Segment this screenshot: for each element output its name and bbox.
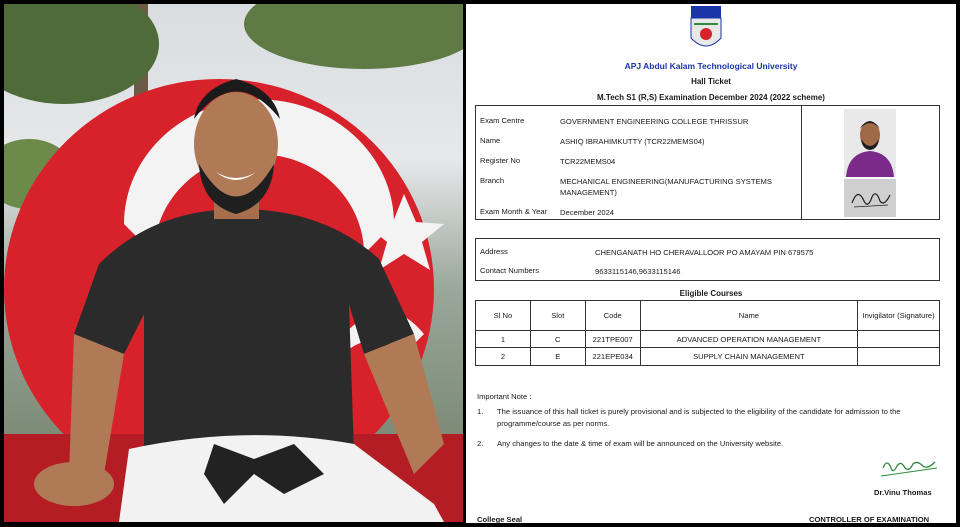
cell-signature xyxy=(858,331,940,348)
field-label: Name xyxy=(480,136,501,145)
cell-signature xyxy=(858,348,940,366)
field-label: Address xyxy=(480,247,508,256)
cell-name: SUPPLY CHAIN MANAGEMENT xyxy=(640,348,857,366)
cell-slot: C xyxy=(530,331,585,348)
courses-title: Eligible Courses xyxy=(679,289,743,298)
note-number: 1. xyxy=(477,407,484,416)
cell-slot: E xyxy=(530,348,585,366)
signer-name: Dr.Vinu Thomas xyxy=(874,488,932,497)
field-value: MECHANICAL ENGINEERING(MANUFACTURING SYSTEMS MANAGEMENT) xyxy=(560,177,772,197)
controller-signature xyxy=(879,456,939,480)
controller-label: CONTROLLER OF EXAMINATION xyxy=(809,515,930,523)
cell-sl: 1 xyxy=(476,331,531,348)
note-title: Important Note : xyxy=(477,392,532,401)
field-value: GOVERNMENT ENGINEERING COLLEGE THRISSUR xyxy=(560,117,749,126)
column-header: Invigilator (Signature) xyxy=(858,301,940,331)
table-row xyxy=(476,348,940,366)
portrait-photo xyxy=(4,4,463,522)
column-header: Code xyxy=(585,301,640,331)
column-header: Sl No xyxy=(476,301,531,331)
note-text: Any changes to the date & time of exam will be announced on the University website. xyxy=(497,439,784,448)
cell-name: ADVANCED OPERATION MANAGEMENT xyxy=(640,331,857,348)
field-label: Exam Centre xyxy=(480,116,525,125)
candidate-details xyxy=(475,105,940,220)
field-label: Exam Month & Year xyxy=(480,207,548,216)
field-value: 9633115146,9633115146 xyxy=(595,267,681,276)
note-number: 2. xyxy=(477,439,484,448)
hall-ticket xyxy=(466,4,956,523)
column-header: Slot xyxy=(530,301,585,331)
table-header-row xyxy=(476,301,940,331)
field-value: TCR22MEMS04 xyxy=(560,157,616,166)
portrait-illustration xyxy=(4,4,463,522)
college-seal-label: College Seal xyxy=(477,515,523,523)
document-title: Hall Ticket xyxy=(691,77,731,86)
note-item xyxy=(477,406,947,432)
exam-title: M.Tech S1 (R,S) Examination December 2024 (2022 scheme) xyxy=(597,93,825,102)
field-value: CHENGANATH HO CHERAVALLOOR PO AMAYAM PIN 679575 xyxy=(595,248,814,257)
field-value: December 2024 xyxy=(560,208,615,217)
note-text: The issuance of this hall ticket is purely provisional and is subjected to the eligibility of the candidate for admission to the programme/course as per norms. xyxy=(497,407,901,428)
university-emblem-icon xyxy=(688,6,724,56)
candidate-photo xyxy=(844,109,896,177)
university-name: APJ Abdul Kalam Technological University xyxy=(624,61,798,71)
candidate-signature xyxy=(844,179,896,217)
cell-sl: 2 xyxy=(476,348,531,366)
field-value: ASHIQ IBRAHIMKUTTY (TCR22MEMS04) xyxy=(560,137,705,146)
cell-code: 221EPE034 xyxy=(585,348,640,366)
note-item xyxy=(477,438,947,452)
contact-details xyxy=(475,238,940,281)
cell-code: 221TPE007 xyxy=(585,331,640,348)
column-header: Name xyxy=(640,301,857,331)
field-label: Register No xyxy=(480,156,521,165)
field-label: Branch xyxy=(480,176,505,185)
courses-table xyxy=(475,300,940,366)
table-row xyxy=(476,331,940,348)
field-label: Contact Numbers xyxy=(480,266,540,275)
column-divider xyxy=(801,106,802,219)
